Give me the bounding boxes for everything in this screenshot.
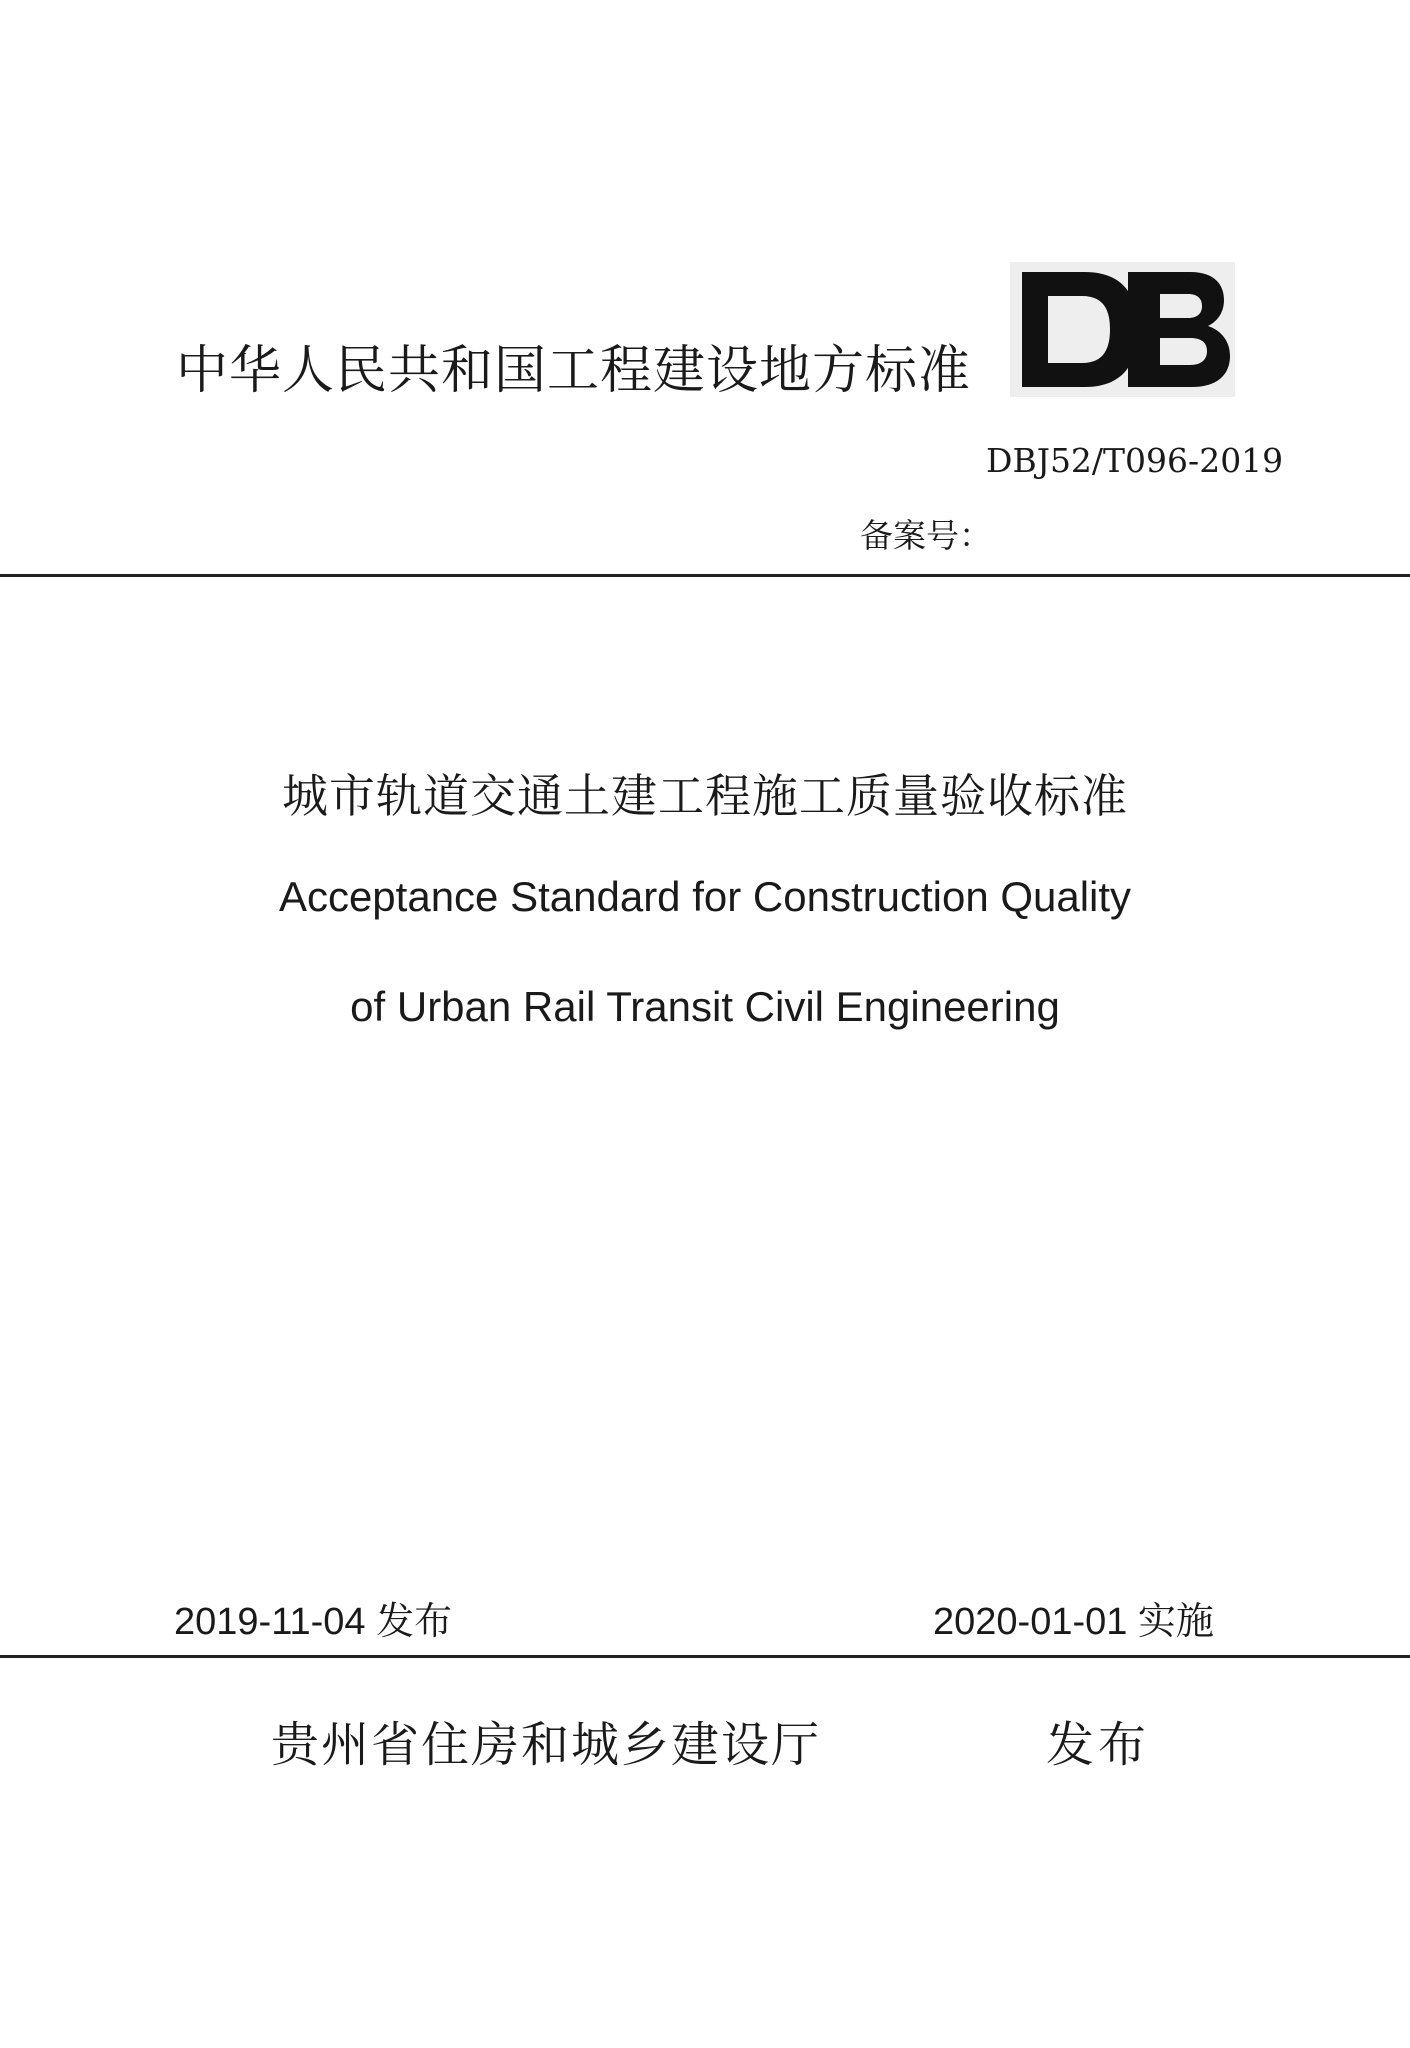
issue-date: 2019-11-04 发布 [174,1601,453,1643]
issuing-action: 发布 [1046,1717,1151,1773]
db-standard-logo-icon [1010,262,1235,397]
title-english-line2: of Urban Rail Transit Civil Engineering [350,983,1060,1030]
record-number-label: 备案号： [860,516,992,555]
title-chinese: 城市轨道交通土建工程施工质量验收标准 [282,769,1128,823]
effective-date: 2020-01-01 实施 [933,1601,1214,1643]
issuing-authority: 贵州省住房和城乡建设厅 [271,1717,822,1773]
series-title: 中华人民共和国工程建设地方标准 [176,341,972,401]
standard-number: DBJ52/T096-2019 [986,441,1284,480]
top-divider [0,574,1410,577]
title-english-line1: Acceptance Standard for Construction Quality [278,873,1132,920]
bottom-divider [0,1655,1410,1658]
